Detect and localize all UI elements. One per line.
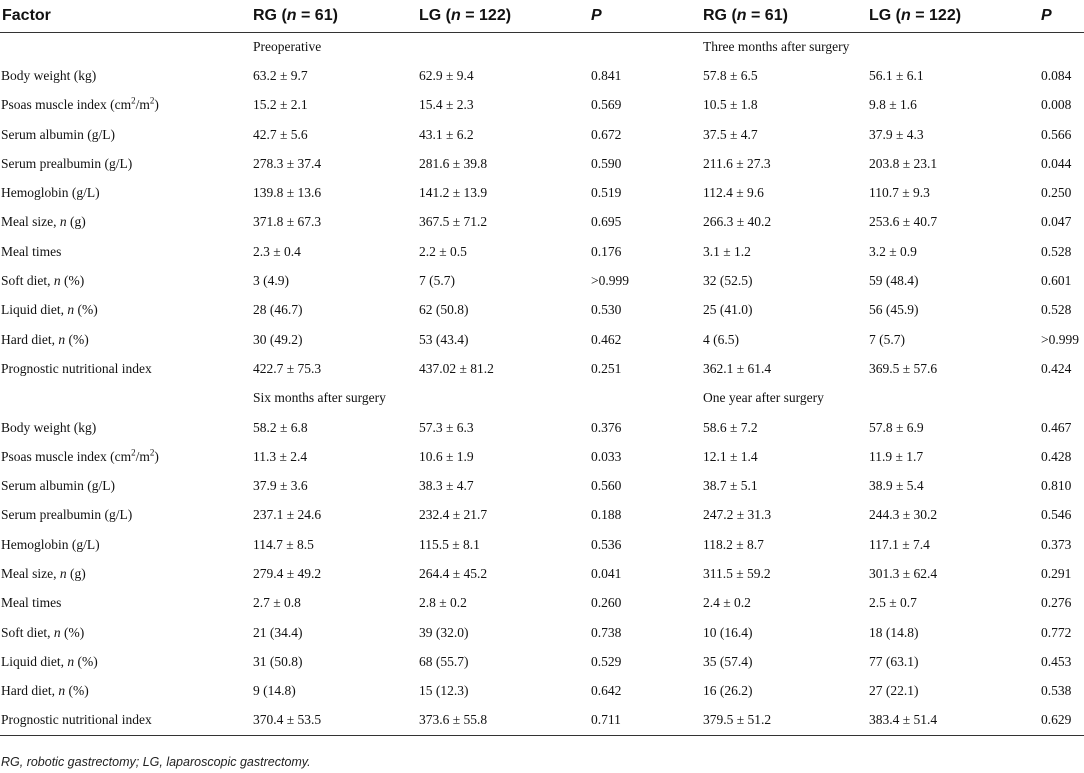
lg-value-1: 141.2 ± 13.9	[419, 185, 488, 201]
p-value-1: 0.841	[591, 67, 622, 83]
header-p-2: P	[1041, 0, 1084, 32]
lg-value-1: 53 (43.4)	[419, 331, 469, 347]
table-footnote: RG, robotic gastrectomy; LG, laparoscopic gastrectomy.	[1, 755, 311, 769]
lg-value-1: 281.6 ± 39.8	[419, 155, 488, 171]
table-row	[0, 618, 1084, 647]
lg-value-2: 37.9 ± 4.3	[869, 126, 924, 142]
rg-value-1: 2.3 ± 0.4	[253, 243, 301, 259]
lg-value-1: 264.4 ± 45.2	[419, 565, 488, 581]
table-row	[0, 413, 1084, 442]
rg-value-1: 139.8 ± 13.6	[253, 185, 322, 201]
factor-cell: Hemoglobin (g/L)	[1, 185, 100, 201]
lg-value-2: 9.8 ± 1.6	[869, 97, 917, 113]
rg-value-1: 370.4 ± 53.5	[253, 706, 419, 735]
lg-value-2: 18 (14.8)	[869, 624, 919, 640]
rg-value-2: 35 (57.4)	[703, 653, 753, 669]
p-value-1: 0.536	[591, 536, 622, 552]
p-value-2: 0.373	[1041, 536, 1072, 552]
lg-value-1: 39 (32.0)	[419, 624, 469, 640]
p-value-1: 0.519	[591, 185, 622, 201]
rg-value-2: 2.4 ± 0.2	[703, 595, 751, 611]
rg-value-1: 371.8 ± 67.3	[253, 214, 322, 230]
lg-value-2: 369.5 ± 57.6	[869, 360, 938, 376]
lg-value-2: 301.3 ± 62.4	[869, 565, 938, 581]
rg-value-1: 237.1 ± 24.6	[253, 507, 322, 523]
p-value-1: 0.738	[591, 624, 622, 640]
lg-value-2: 11.9 ± 1.7	[869, 448, 924, 464]
p-value-2: 0.424	[1041, 360, 1072, 376]
p-value-2: 0.601	[1041, 273, 1072, 289]
rg-value-1: 15.2 ± 2.1	[253, 97, 308, 113]
p-value-1: 0.590	[591, 155, 622, 171]
rg-value-1: 42.7 ± 5.6	[253, 126, 308, 142]
rg-value-2: 362.1 ± 61.4	[703, 360, 772, 376]
header-row	[0, 0, 1084, 32]
table-row	[0, 501, 1084, 530]
table-row	[0, 178, 1084, 207]
lg-value-2: 117.1 ± 7.4	[869, 536, 930, 552]
table-row	[0, 354, 1084, 383]
section-label-preoperative: Preoperative	[253, 38, 322, 54]
lg-value-2: 244.3 ± 30.2	[869, 507, 938, 523]
p-value-2: 0.566	[1041, 126, 1072, 142]
p-value-1: 0.041	[591, 565, 622, 581]
rg-value-2: 10 (16.4)	[703, 624, 753, 640]
lg-value-2: 57.8 ± 6.9	[869, 419, 924, 435]
p-value-2: 0.538	[1041, 683, 1072, 699]
p-value-1: 0.176	[591, 243, 622, 259]
header-factor: Factor	[0, 0, 253, 32]
rg-value-1: 63.2 ± 9.7	[253, 67, 308, 83]
p-value-2: 0.453	[1041, 653, 1072, 669]
p-value-2: 0.276	[1041, 595, 1072, 611]
rg-value-1: 28 (46.7)	[253, 302, 303, 318]
table-row	[0, 677, 1084, 706]
rg-value-1: 9 (14.8)	[253, 683, 296, 699]
p-value-2: 0.084	[1041, 67, 1072, 83]
p-value-2: 0.428	[1041, 448, 1072, 464]
rg-value-2: 12.1 ± 1.4	[703, 448, 758, 464]
rg-value-1: 58.2 ± 6.8	[253, 419, 308, 435]
p-value-2: 0.250	[1041, 185, 1072, 201]
factor-cell: Body weight (kg)	[1, 67, 97, 83]
lg-value-2: 59 (48.4)	[869, 273, 919, 289]
table-row	[0, 149, 1084, 178]
rg-value-2: 10.5 ± 1.8	[703, 97, 758, 113]
factor-cell: Hard diet, n (%)	[1, 331, 89, 347]
rg-value-2: 38.7 ± 5.1	[703, 478, 758, 494]
rg-value-1: 21 (34.4)	[253, 624, 303, 640]
lg-value-1: 15.4 ± 2.3	[419, 97, 474, 113]
header-p-1: P	[591, 0, 703, 32]
lg-value-1: 115.5 ± 8.1	[419, 536, 480, 552]
factor-cell: Soft diet, n (%)	[1, 624, 85, 640]
p-value-2: 0.629	[1041, 706, 1084, 735]
lg-value-2: 38.9 ± 5.4	[869, 478, 924, 494]
p-value-1: 0.569	[591, 97, 622, 113]
p-value-2: 0.772	[1041, 624, 1072, 640]
factor-cell: Serum albumin (g/L)	[1, 126, 115, 142]
rg-value-1: 114.7 ± 8.5	[253, 536, 314, 552]
p-value-2: 0.008	[1041, 97, 1072, 113]
table-row	[0, 208, 1084, 237]
lg-value-2: 253.6 ± 40.7	[869, 214, 938, 230]
p-value-1: 0.560	[591, 478, 622, 494]
rg-value-2: 3.1 ± 1.2	[703, 243, 751, 259]
rg-value-2: 211.6 ± 27.3	[703, 155, 771, 171]
rg-value-1: 279.4 ± 49.2	[253, 565, 322, 581]
p-value-2: 0.528	[1041, 302, 1072, 318]
lg-value-1: 57.3 ± 6.3	[419, 419, 474, 435]
header-rg-2: RG (n = 61)	[703, 0, 869, 32]
lg-value-1: 38.3 ± 4.7	[419, 478, 474, 494]
rg-value-2: 118.2 ± 8.7	[703, 536, 764, 552]
table-row	[0, 530, 1084, 559]
lg-value-1: 62.9 ± 9.4	[419, 67, 474, 83]
factor-cell: Prognostic nutritional index	[1, 360, 152, 376]
factor-cell: Liquid diet, n (%)	[1, 302, 98, 318]
lg-value-1: 10.6 ± 1.9	[419, 448, 474, 464]
p-value-1: 0.530	[591, 302, 622, 318]
lg-value-2: 77 (63.1)	[869, 653, 919, 669]
p-value-1: 0.376	[591, 419, 622, 435]
rg-value-2: 16 (26.2)	[703, 683, 753, 699]
rg-value-2: 4 (6.5)	[703, 331, 739, 347]
factor-cell: Psoas muscle index $(cm^2/m^2)$	[1, 447, 159, 464]
rg-value-1: 30 (49.2)	[253, 331, 303, 347]
p-value-2: 0.291	[1041, 565, 1072, 581]
rg-value-2: 37.5 ± 4.7	[703, 126, 758, 142]
lg-value-1: 15 (12.3)	[419, 683, 469, 699]
lg-value-1: 62 (50.8)	[419, 302, 469, 318]
p-value-1: 0.672	[591, 126, 622, 142]
rg-value-2: 25 (41.0)	[703, 302, 753, 318]
lg-value-2: 383.4 ± 51.4	[869, 706, 1041, 735]
rg-value-2: 311.5 ± 59.2	[703, 565, 771, 581]
p-value-1: 0.188	[591, 507, 622, 523]
lg-value-2: 56.1 ± 6.1	[869, 67, 924, 83]
lg-value-1: 437.02 ± 81.2	[419, 360, 494, 376]
p-value-2: 0.047	[1041, 214, 1072, 230]
section-label-one-year: One year after surgery	[703, 390, 824, 406]
rg-value-2: 266.3 ± 40.2	[703, 214, 772, 230]
table-row	[0, 296, 1084, 325]
factor-cell: Meal times	[1, 595, 62, 611]
p-value-1: 0.251	[591, 360, 622, 376]
rg-value-1: 31 (50.8)	[253, 653, 303, 669]
section-label-three-months: Three months after surgery	[703, 38, 850, 54]
rg-value-2: 112.4 ± 9.6	[703, 185, 764, 201]
lg-value-1: 2.8 ± 0.2	[419, 595, 467, 611]
lg-value-2: 56 (45.9)	[869, 302, 919, 318]
rg-value-1: 3 (4.9)	[253, 273, 289, 289]
rg-value-2: 32 (52.5)	[703, 273, 753, 289]
header-lg-1: LG (n = 122)	[419, 0, 591, 32]
table-row	[0, 120, 1084, 149]
lg-value-1: 2.2 ± 0.5	[419, 243, 467, 259]
lg-value-2: 203.8 ± 23.1	[869, 155, 938, 171]
p-value-2: 0.546	[1041, 507, 1072, 523]
table-row	[0, 647, 1084, 676]
factor-cell: Soft diet, n (%)	[1, 273, 85, 289]
factor-cell: Hard diet, n (%)	[1, 683, 89, 699]
factor-cell: Meal size, n (g)	[1, 565, 86, 581]
lg-value-1: 68 (55.7)	[419, 653, 469, 669]
lg-value-2: 7 (5.7)	[869, 331, 905, 347]
table-row	[0, 61, 1084, 90]
rg-value-1: 2.7 ± 0.8	[253, 595, 301, 611]
section-row-2	[0, 384, 1084, 413]
p-value-2: >0.999	[1041, 331, 1079, 347]
factor-cell: Hemoglobin (g/L)	[1, 536, 100, 552]
table-row	[0, 706, 1084, 735]
table-row	[0, 471, 1084, 500]
p-value-2: 0.528	[1041, 243, 1072, 259]
table-row	[0, 442, 1084, 471]
factor-cell: Meal times	[1, 243, 62, 259]
factor-cell: Meal size, n (g)	[1, 214, 86, 230]
lg-value-1: 232.4 ± 21.7	[419, 507, 488, 523]
p-value-1: 0.711	[591, 706, 703, 735]
lg-value-2: 27 (22.1)	[869, 683, 919, 699]
factor-cell: Serum prealbumin (g/L)	[1, 507, 133, 523]
table-body	[0, 32, 1084, 735]
lg-value-1: 373.6 ± 55.8	[419, 706, 591, 735]
lg-value-2: 2.5 ± 0.7	[869, 595, 917, 611]
factor-cell: Prognostic nutritional index	[0, 706, 253, 735]
rg-value-1: 11.3 ± 2.4	[253, 448, 308, 464]
rg-value-2: 379.5 ± 51.2	[703, 706, 869, 735]
lg-value-1: 43.1 ± 6.2	[419, 126, 474, 142]
factor-cell: Liquid diet, n (%)	[1, 653, 98, 669]
p-value-1: 0.529	[591, 653, 622, 669]
factor-cell: Psoas muscle index $(cm^2/m^2)$	[1, 95, 159, 113]
table-row	[0, 325, 1084, 354]
p-value-2: 0.467	[1041, 419, 1072, 435]
lg-value-2: 3.2 ± 0.9	[869, 243, 917, 259]
p-value-1: 0.260	[591, 595, 622, 611]
p-value-1: 0.695	[591, 214, 622, 230]
lg-value-1: 7 (5.7)	[419, 273, 455, 289]
rg-value-1: 278.3 ± 37.4	[253, 155, 322, 171]
table-row	[0, 559, 1084, 588]
rg-value-1: 422.7 ± 75.3	[253, 360, 322, 376]
lg-value-1: 367.5 ± 71.2	[419, 214, 488, 230]
p-value-2: 0.044	[1041, 155, 1072, 171]
p-value-1: 0.033	[591, 448, 622, 464]
lg-value-2: 110.7 ± 9.3	[869, 185, 930, 201]
p-value-1: 0.462	[591, 331, 622, 347]
factor-cell: Body weight (kg)	[1, 419, 97, 435]
table-row	[0, 91, 1084, 120]
rg-value-2: 247.2 ± 31.3	[703, 507, 772, 523]
factor-cell: Serum albumin (g/L)	[1, 478, 115, 494]
p-value-1: 0.642	[591, 683, 622, 699]
factor-cell: Serum prealbumin (g/L)	[1, 155, 133, 171]
table-row	[0, 237, 1084, 266]
rg-value-2: 57.8 ± 6.5	[703, 67, 758, 83]
section-row-1	[0, 32, 1084, 61]
header-lg-2: LG (n = 122)	[869, 0, 1041, 32]
table-row	[0, 266, 1084, 295]
rg-value-2: 58.6 ± 7.2	[703, 419, 758, 435]
section-label-six-months: Six months after surgery	[253, 390, 386, 406]
rg-value-1: 37.9 ± 3.6	[253, 478, 308, 494]
p-value-2: 0.810	[1041, 478, 1072, 494]
table-row	[0, 589, 1084, 618]
p-value-1: >0.999	[591, 273, 629, 289]
header-rg-1: RG (n = 61)	[253, 0, 419, 32]
